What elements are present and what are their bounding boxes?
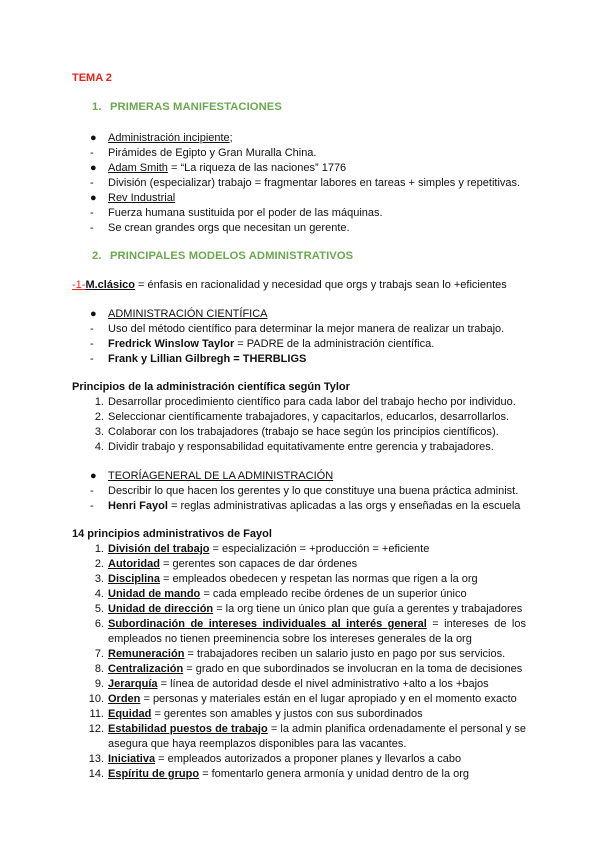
principle-name: Unidad de mando (108, 588, 201, 600)
taylor-heading: Principios de la administración científica según Tylor (72, 381, 350, 393)
principle-name: Iniciativa (108, 753, 156, 765)
principle-desc: = fomentarlo genera armonía y unidad dentro de la org (199, 768, 470, 780)
principle-desc: = gerentes son amables y justos con sus subordinados (151, 708, 423, 720)
principle-name: División del trabajo (108, 543, 210, 555)
item-number: 3. (94, 573, 104, 585)
item-number: 4. (94, 588, 104, 600)
principle-desc: = cada empleado recibe órdenes de un superior único (200, 588, 467, 600)
principle-desc: = línea de autoridad desde el nivel administrativo +alto a los +bajos (157, 678, 489, 690)
fayol-heading: 14 principios administrativos de Fayol (72, 528, 272, 540)
principle-desc: = intereses de los empleados no tienen preeminencia sobre los intereses generales de la org (108, 618, 526, 645)
document-page: TEMA 2 1. PRIMERAS MANIFESTACIONES ● Administración incipiente; - Pirámides de Egipto y Gran Muralla China. ● Adam Smith = “La riqueza de las naciones” 1776 - División (especializar) trabajo = fragmentar labores en tareas + simples y repetitivas. ● Rev Industrial - Fuerza humana sustituida por el poder de las máquinas. - Se crean grandes orgs que necesitan un gerente. 2. PRINCIPALES MODELOS ADMINISTRATIVOS -1-M.clásico = énfasis en racionalidad y necesidad que orgs y trabajs sean lo +eficientes ● ADMINISTRACIÓN CIENTÍFICA - Uso del método científico para determinar la mejor manera de realizar un trabajo. - Fredrick Winslow Taylor = PADRE de la administración científica. - Frank y Lillian Gilbregh = THERBLIGS Principios de la administración científica según Tylor 1. Desarrollar procedimiento científico para cada labor del trabajo hecho por individuo. 2. Seleccionar científicamente trabajadores, y capacitarlos, educarlos, desarrollarlos. 3. Colaborar con los trabajadores (trabajo se hace según los principios científicos). 4. Dividir trabajo y responsabilidad equitativamente entre gerencia y trabajadores. ● TEORÍAGENERAL DE LA ADMINISTRACIÓN - Describir lo que hacen los gerentes y lo que constituye una buena práctica administ. - Henri Fayol = reglas administrativas aplicadas a las orgs y enseñadas en la escuela 14 principios administrativos de Fayol 1. División del trabajo = especialización = +producción = +eficiente 2. Autoridad = gerentes son capaces de dar órdenes 3. Disciplina = empleados obedecen y respetan las normas que rigen a la org 4. Unidad de mando = cada empleado recibe órdenes de un superior único 5. Unidad de dirección = la org tiene un único plan que guía a gerentes y trabajadores 6. Subordinación de intereses individuales al interés general = intereses de los empleados no tienen preeminencia sobre los intereses generales de la org 7. Remuneración = trabajadores reciben un salario justo en pago por sus servicios. 8. Centralización = grado en que subordinados se involucran en la toma de decisiones 9. Jerarquía = línea de autoridad desde el nivel administrativo +alto a los +bajos 10. Orden = personas y materiales están en el lugar apropiado y en el momento exacto 11. Equidad = gerentes son amables y justos con sus subordinados 12. Estabilidad puestos de trabajo = la admin planifica ordenadamente el personal y se asegura que haya reemplazos disponibles para las vacantes. 13. Iniciativa = empleados autorizados a proponer planes y llevarlos a cabo 14. Espíritu de grupo = fomentarlo genera armonía y unidad dentro de la org (72, 72, 526, 780)
item-number: 2. (94, 558, 104, 570)
item-number: 5. (94, 603, 104, 615)
principle-name: Orden (108, 693, 141, 705)
principle-name: Disciplina (108, 573, 160, 585)
item-number: 14. (88, 768, 104, 780)
principle-name: Unidad de dirección (108, 603, 214, 615)
doc-title: TEMA 2 (72, 72, 112, 84)
section-heading-2: 2. PRINCIPALES MODELOS ADMINISTRATIVOS (92, 250, 354, 262)
principle-desc: = empleados autorizados a proponer planes y llevarlos a cabo (155, 753, 462, 765)
section-heading-1: 1. PRIMERAS MANIFESTACIONES (92, 101, 282, 113)
principle-name: Equidad (108, 708, 152, 720)
principle-desc: = trabajadores reciben un salario justo en pago por sus servicios. (184, 648, 506, 660)
principle-name: Subordinación de intereses individuales al interés general (108, 618, 427, 630)
principle-desc: = gerentes son capaces de dar órdenes (159, 558, 358, 570)
principle-desc: = especialización = +producción = +eficiente (209, 543, 430, 555)
item-number: 1. (94, 543, 104, 555)
principle-name: Remuneración (108, 648, 185, 660)
principle-desc: = la org tiene un único plan que guía a gerentes y trabajadores (213, 603, 523, 615)
item-number: 12. (88, 723, 104, 735)
principle-desc: = grado en que subordinados se involucran en la toma de decisiones (183, 663, 523, 675)
item-number: 10. (88, 693, 104, 705)
principle-name: Espíritu de grupo (108, 768, 200, 780)
principle-name: Estabilidad puestos de trabajo (108, 723, 268, 735)
principle-desc: = personas y materiales están en el lugar apropiado y en el momento exacto (140, 693, 517, 705)
principle-desc: = empleados obedecen y respetan las normas que rigen a la org (159, 573, 478, 585)
item-number: 8. (94, 663, 104, 675)
item-number: 9. (94, 678, 104, 690)
principle-desc: = la admin planifica ordenadamente el personal y se asegura que haya reemplazos disponibles para las vacantes. (108, 723, 526, 750)
principle-name: Centralización (108, 663, 184, 675)
principle-name: Autoridad (108, 558, 160, 570)
item-number: 7. (94, 648, 104, 660)
m-clasico-line: -1-M.clásico = énfasis en racionalidad y necesidad que orgs y trabajs sean lo +eficientes (72, 279, 507, 291)
item-number: 11. (89, 708, 104, 720)
principle-name: Jerarquía (108, 678, 158, 690)
item-number: 13. (88, 753, 104, 765)
item-number: 6. (94, 618, 104, 630)
